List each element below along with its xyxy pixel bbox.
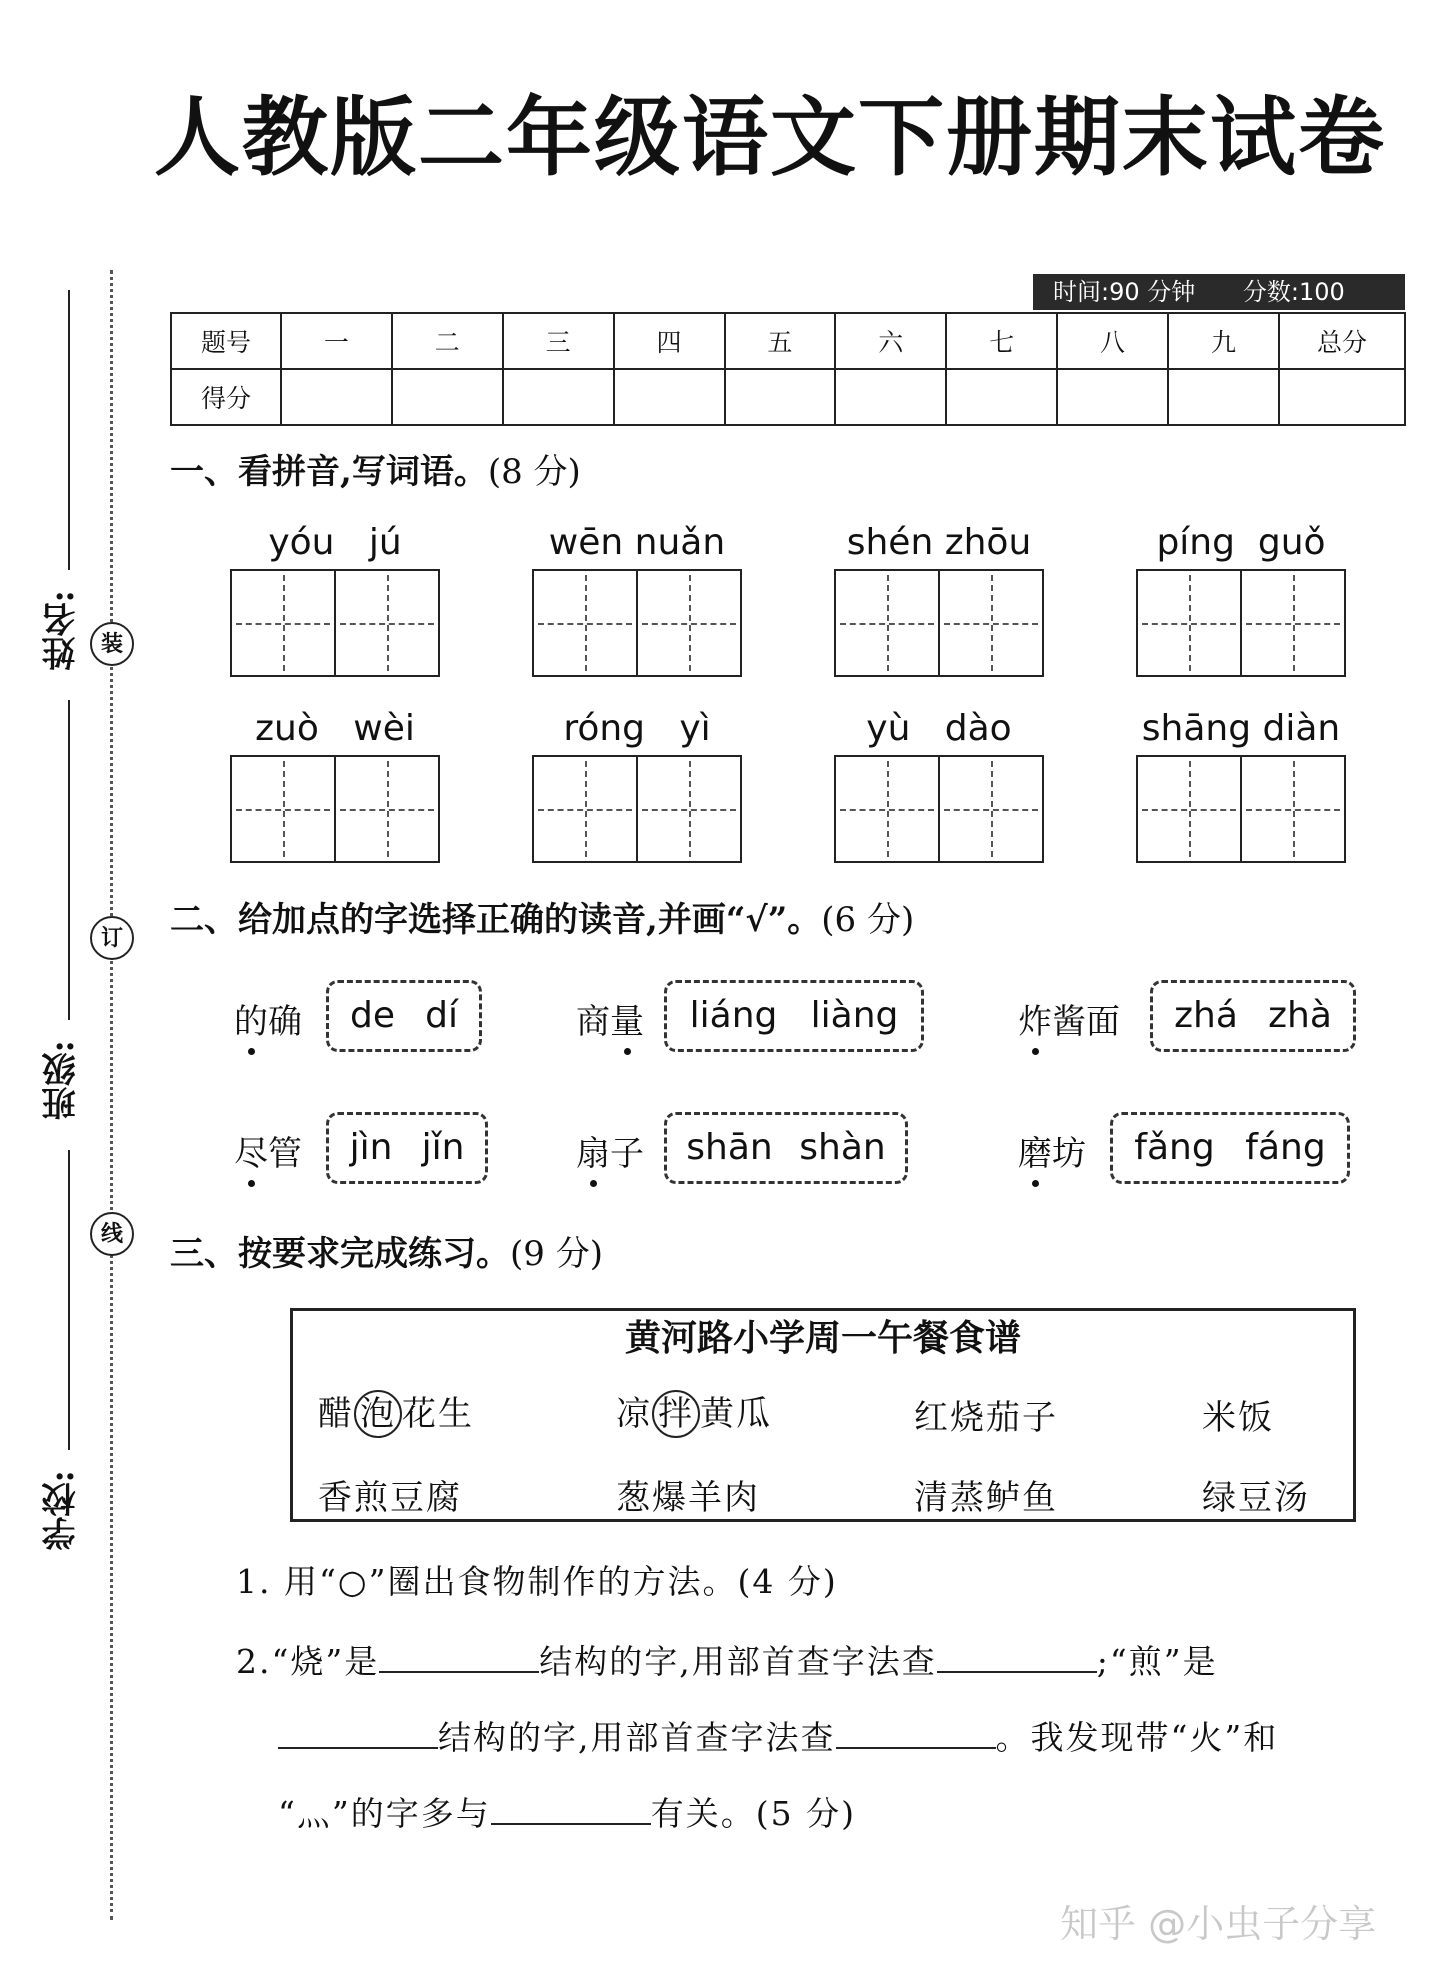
score-cell[interactable] xyxy=(503,369,614,425)
dish: 醋 泡 花生 xyxy=(318,1386,474,1438)
pinyin-item xyxy=(834,522,1044,677)
answer-blank[interactable] xyxy=(379,1669,539,1673)
pinyin-label: yóu jú xyxy=(268,522,402,563)
score-cell[interactable] xyxy=(835,369,946,425)
writing-grid[interactable] xyxy=(532,569,742,677)
school-line xyxy=(68,1150,70,1450)
section1-points: (8 分) xyxy=(487,452,581,492)
dish: 米饭 xyxy=(1202,1398,1274,1438)
writing-grid[interactable] xyxy=(230,755,440,863)
circled-method: 泡 xyxy=(354,1390,402,1438)
page-title: 人教版二年级语文下册期末试卷 xyxy=(154,87,1386,188)
binding-mark: 装 xyxy=(90,622,134,666)
reading-option[interactable]: fáng xyxy=(1245,1127,1326,1168)
reading-option[interactable]: de xyxy=(350,995,396,1036)
pinyin-item xyxy=(532,708,742,863)
word: 尽管 xyxy=(234,1126,302,1175)
reading-option[interactable]: zhá xyxy=(1174,995,1238,1036)
dish: 葱爆羊肉 xyxy=(616,1478,760,1518)
section2-title: 二、给加点的字选择正确的读音,并画“√”。 xyxy=(170,900,822,940)
exam-time: 时间:90 分钟 xyxy=(1053,278,1196,306)
dish: 绿豆汤 xyxy=(1202,1478,1310,1518)
school-label: 学校: xyxy=(42,1470,82,1551)
word: 商量 xyxy=(576,994,644,1043)
table-header-cell: 三 xyxy=(503,313,614,369)
score-row xyxy=(171,369,1405,425)
table-header-cell: 七 xyxy=(946,313,1057,369)
score-cell[interactable] xyxy=(725,369,836,425)
table-header-cell: 总分 xyxy=(1279,313,1405,369)
writing-grid[interactable] xyxy=(1136,569,1346,677)
answer-blank[interactable] xyxy=(937,1669,1097,1673)
exam-score: 分数:100 分 xyxy=(1053,278,1345,342)
binding-dotted-line xyxy=(110,270,113,1920)
writing-grid[interactable] xyxy=(532,755,742,863)
question-2-line3: “灬”的字多与 有关。(5 分) xyxy=(278,1794,856,1833)
dish: 清蒸鲈鱼 xyxy=(914,1478,1058,1518)
reading-option[interactable]: shàn xyxy=(799,1127,886,1168)
score-cell[interactable] xyxy=(1279,369,1405,425)
reading-option[interactable]: fǎng xyxy=(1134,1127,1215,1168)
writing-grid[interactable] xyxy=(230,569,440,677)
score-cell[interactable] xyxy=(392,369,503,425)
score-cell[interactable] xyxy=(946,369,1057,425)
table-header-cell: 二 xyxy=(392,313,503,369)
section3-points: (9 分) xyxy=(510,1234,603,1274)
score-cell[interactable] xyxy=(614,369,725,425)
score-cell[interactable] xyxy=(281,369,392,425)
section3-title: 三、按要求完成练习。 xyxy=(170,1234,510,1274)
dish: 凉 拌 黄瓜 xyxy=(616,1386,772,1438)
reading-options xyxy=(1150,980,1356,1052)
exam-info-bar xyxy=(1033,274,1405,342)
pinyin-label: róng yì xyxy=(563,708,711,749)
score-table xyxy=(170,312,1406,426)
reading-option[interactable]: zhà xyxy=(1268,995,1332,1036)
table-header-cell: 题号 xyxy=(171,313,281,369)
pinyin-item xyxy=(230,522,440,677)
table-header-cell: 九 xyxy=(1168,313,1279,369)
reading-option[interactable]: liàng xyxy=(810,995,899,1036)
question-2-line1: 2.“烧”是 结构的字,用部首查字法查 ;“煎”是 xyxy=(236,1642,1218,1681)
reading-option[interactable]: jìn xyxy=(349,1127,393,1168)
writing-grid[interactable] xyxy=(834,755,1044,863)
pinyin-item xyxy=(230,708,440,863)
pinyin-item xyxy=(532,522,742,677)
reading-options xyxy=(1110,1112,1350,1184)
word: 磨坊 xyxy=(1018,1126,1086,1175)
reading-options xyxy=(664,1112,908,1184)
score-row-label: 得分 xyxy=(171,369,281,425)
word: 炸酱面 xyxy=(1018,994,1120,1043)
pinyin-item xyxy=(1136,708,1346,863)
answer-blank[interactable] xyxy=(836,1745,996,1749)
binding-mark: 线 xyxy=(90,1212,134,1256)
word: 的确 xyxy=(234,994,302,1043)
name-label: 姓名: xyxy=(42,590,82,671)
pinyin-item xyxy=(834,708,1044,863)
section2-heading xyxy=(170,892,914,941)
reading-option[interactable]: shān xyxy=(686,1127,773,1168)
class-label: 班级: xyxy=(42,1040,82,1121)
table-header-cell: 一 xyxy=(281,313,392,369)
pinyin-label: shén zhōu xyxy=(846,522,1032,563)
score-cell[interactable] xyxy=(1168,369,1279,425)
table-header-cell: 八 xyxy=(1057,313,1168,369)
table-header-cell: 五 xyxy=(725,313,836,369)
table-header-cell: 六 xyxy=(835,313,946,369)
answer-blank[interactable] xyxy=(491,1821,651,1825)
reading-options xyxy=(326,1112,488,1184)
reading-option[interactable]: liáng xyxy=(689,995,778,1036)
reading-options xyxy=(326,980,482,1052)
writing-grid[interactable] xyxy=(1136,755,1346,863)
score-cell[interactable] xyxy=(1057,369,1168,425)
binding-mark: 订 xyxy=(90,916,134,960)
question-2-line2: 结构的字,用部首查字法查 。我发现带“火”和 xyxy=(278,1712,1278,1759)
section1-title: 一、看拼音,写词语。 xyxy=(170,452,488,492)
pinyin-label: yù dào xyxy=(866,708,1012,749)
menu-title: 黄河路小学周一午餐食谱 xyxy=(624,1318,1021,1359)
word: 扇子 xyxy=(576,1126,644,1175)
section1-heading xyxy=(170,444,581,493)
reading-option[interactable]: jǐn xyxy=(421,1127,465,1168)
question-1: 1. 用“○”圈出食物制作的方法。(4 分) xyxy=(236,1562,838,1601)
pinyin-label: zuò wèi xyxy=(255,708,415,749)
answer-blank[interactable] xyxy=(278,1745,438,1749)
name-line xyxy=(68,290,70,570)
score-header-row xyxy=(171,313,1405,369)
reading-options xyxy=(664,980,924,1052)
section3-heading xyxy=(170,1226,603,1275)
dish: 香煎豆腐 xyxy=(318,1478,462,1518)
table-header-cell: 四 xyxy=(614,313,725,369)
pinyin-label: shāng diàn xyxy=(1141,708,1341,749)
writing-grid[interactable] xyxy=(834,569,1044,677)
pinyin-item xyxy=(1136,522,1346,677)
watermark: 知乎 @小虫子分享 xyxy=(1060,1902,1377,1946)
pinyin-label: wēn nuǎn xyxy=(548,522,726,563)
section2-points: (6 分) xyxy=(821,900,915,940)
circled-method: 拌 xyxy=(652,1390,700,1438)
dish: 红烧茄子 xyxy=(914,1398,1058,1438)
reading-option[interactable]: dí xyxy=(425,995,458,1036)
pinyin-label: píng guǒ xyxy=(1156,522,1326,563)
class-line xyxy=(68,700,70,1020)
